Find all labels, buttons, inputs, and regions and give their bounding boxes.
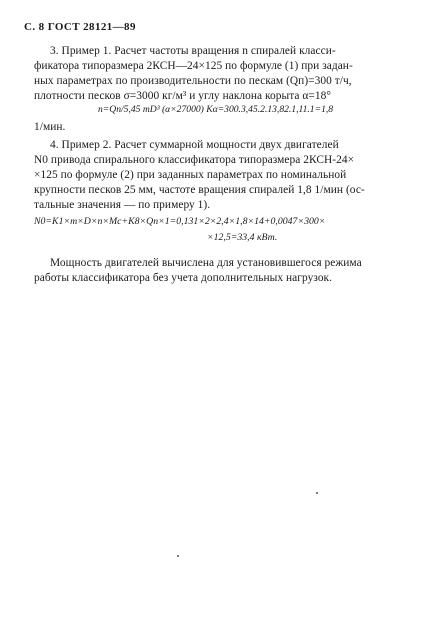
example-2-formula-line-2: ×12,5=33,4 кВт.	[207, 232, 278, 243]
scan-speck	[177, 555, 179, 557]
example-1-line-3: ных параметрах по производительности по пескам (Qп)=300 т/ч,	[34, 75, 352, 87]
example-2-line-1: 4. Пример 2. Расчет суммарной мощности двух двигателей	[50, 139, 339, 151]
example-1-line-1: 3. Пример 1. Расчет частоты вращения n спиралей класси-	[50, 45, 336, 57]
example-1-line-2: фикатора типоразмера 2КСН—24×125 по формуле (1) при задан-	[34, 60, 353, 72]
example-1-result: 1/мин.	[34, 121, 66, 133]
example-1-formula: n=Qп/5,45 mD³ (α×27000) Kα=300.3,45.2.13,82.1,11.1=1,8	[98, 104, 334, 115]
example-2-formula-line-1: N0=K1×m×D×n×Mc+K8×Qп×1=0,131×2×2,4×1,8×14+0,0047×300×	[34, 216, 326, 227]
page-header: С. 8 ГОСТ 28121—89	[24, 21, 136, 33]
example-2-line-3: ×125 по формуле (2) при заданных параметрах по номинальной	[34, 169, 347, 181]
example-1-line-4: плотности песков σ=3000 кг/м³ и углу наклона корыта α=18°	[34, 90, 331, 102]
conclusion-line-1: Мощность двигателей вычислена для установившегося режима	[50, 257, 362, 269]
example-2-line-5: тальные значения — по примеру 1).	[34, 199, 211, 211]
scan-speck	[316, 492, 318, 494]
conclusion-line-2: работы классификатора без учета дополнительных нагрузок.	[34, 272, 333, 284]
example-2-line-4: крупности песков 25 мм, частоте вращения спиралей 1,8 1/мин (ос-	[34, 184, 365, 196]
example-2-line-2: N0 привода спирального классификатора типоразмера 2КСН-24×	[34, 154, 355, 166]
